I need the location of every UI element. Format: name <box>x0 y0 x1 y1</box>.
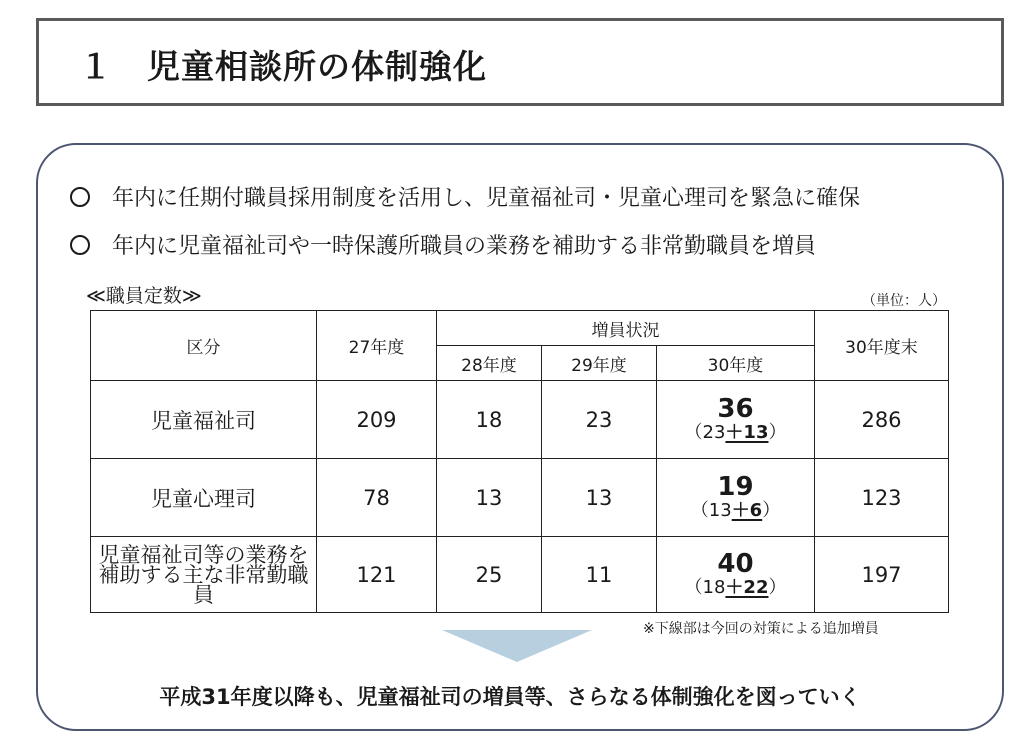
bullet-text: 年内に任期付職員採用制度を活用し、児童福祉司・児童心理司を緊急に確保 <box>112 186 861 211</box>
table-row <box>91 537 949 613</box>
fy30-total: 40 <box>717 548 754 579</box>
bullet-item <box>70 181 860 212</box>
cell-fy27: 209 <box>317 381 437 459</box>
circle-bullet-icon <box>70 187 90 207</box>
footnote: ※下線部は今回の対策による追加増員 <box>643 621 879 637</box>
fy30-close: ） <box>762 499 781 521</box>
title-box <box>36 18 1004 106</box>
staff-table <box>90 310 949 613</box>
fy30-close: ） <box>768 576 787 598</box>
fy30-breakdown <box>657 422 814 444</box>
fy30-total: 36 <box>717 393 754 424</box>
section-label: ≪職員定数≫ <box>86 285 202 307</box>
cell-fy28: 18 <box>437 381 542 459</box>
fy30-base: （23 <box>684 421 726 443</box>
cell-fy29: 13 <box>542 459 657 537</box>
fy30-close: ） <box>768 421 787 443</box>
fy30-added: ＋22 <box>725 576 769 598</box>
fy30-breakdown <box>657 500 814 522</box>
table-row <box>91 381 949 459</box>
bullet-item <box>70 229 816 260</box>
cell-fy30 <box>657 459 815 537</box>
header-fy28: 28年度 <box>437 346 542 381</box>
arrow-shape <box>442 630 592 662</box>
row-label-line1: 児童福祉司等の業務を <box>98 542 309 567</box>
cell-fy27: 78 <box>317 459 437 537</box>
cell-fy30-end: 123 <box>815 459 949 537</box>
fy30-added: ＋13 <box>725 421 769 443</box>
cell-fy29: 23 <box>542 381 657 459</box>
header-fy29: 29年度 <box>542 346 657 381</box>
header-fy30: 30年度 <box>657 346 815 381</box>
cell-fy30 <box>657 381 815 459</box>
row-label: 児童福祉司 <box>91 381 317 459</box>
cell-fy28: 13 <box>437 459 542 537</box>
cell-fy28: 25 <box>437 537 542 613</box>
circle-bullet-icon <box>70 235 90 255</box>
bullet-text: 年内に児童福祉司や一時保護所職員の業務を補助する非常勤職員を増員 <box>112 234 817 259</box>
cell-fy29: 11 <box>542 537 657 613</box>
down-arrow-icon <box>442 630 592 662</box>
cell-fy30 <box>657 537 815 613</box>
table-row <box>91 459 949 537</box>
row-label <box>91 537 317 613</box>
page-title: １ 児童相談所の体制強化 <box>79 47 487 86</box>
header-category: 区分 <box>91 311 317 381</box>
header-fy30-end: 30年度末 <box>815 311 949 381</box>
table-header-row <box>91 311 949 346</box>
cell-fy30-end: 197 <box>815 537 949 613</box>
header-increase-status: 増員状況 <box>437 311 815 346</box>
conclusion-text: 平成31年度以降も、児童福祉司の増員等、さらなる体制強化を図っていく <box>159 685 861 709</box>
fy30-base: （13 <box>690 499 732 521</box>
header-fy27: 27年度 <box>317 311 437 381</box>
fy30-total: 19 <box>717 471 754 502</box>
unit-label: （単位：人） <box>862 293 946 309</box>
fy30-breakdown <box>657 577 814 599</box>
row-label: 児童心理司 <box>91 459 317 537</box>
fy30-base: （18 <box>684 576 726 598</box>
cell-fy30-end: 286 <box>815 381 949 459</box>
cell-fy27: 121 <box>317 537 437 613</box>
row-label-line2: 補助する主な非常勤職員 <box>98 562 309 607</box>
fy30-added: ＋6 <box>731 499 763 521</box>
